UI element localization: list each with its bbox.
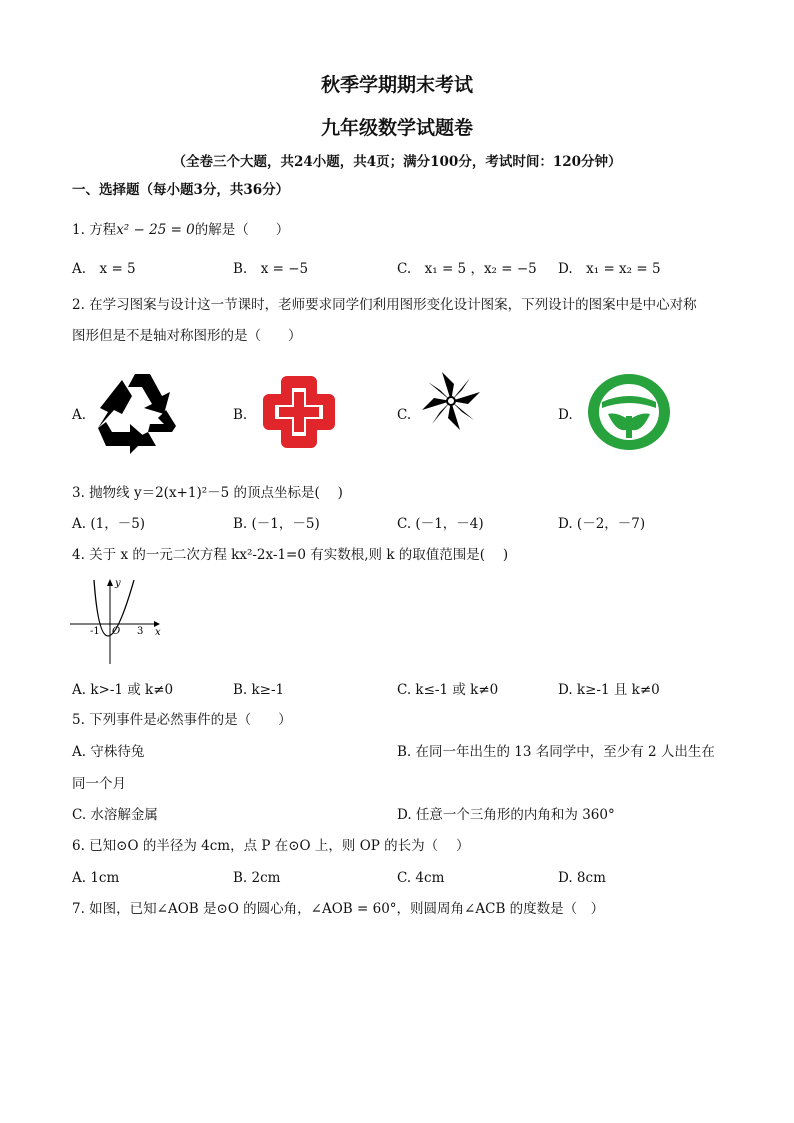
tick-neg-one: -1 xyxy=(90,626,100,637)
exam-title: 秋季学期期末考试 xyxy=(320,74,473,96)
option-d: D. x₁ = x₂ = 5 xyxy=(558,261,661,277)
question-2-cont: 图形但是不是轴对称图形的是（ ） xyxy=(72,328,302,344)
question-6: 6. 已知⊙O 的半径为 4cm，点 P 在⊙O 上，则 OP 的长为（ ） xyxy=(72,838,470,854)
option-b: B. 在同一年出生的 13 名同学中，至少有 2 人出生在 xyxy=(397,744,715,760)
option-a: A. x = 5 xyxy=(72,261,136,277)
question-5: 5. 下列事件是必然事件的是（ ） xyxy=(72,712,292,728)
green-food-logo-icon xyxy=(586,372,672,452)
question-text: 的解是（ ） xyxy=(194,222,290,238)
option-b: B. k≥-1 xyxy=(233,682,285,698)
option-a: A. 1cm xyxy=(72,870,120,886)
parabola-graph xyxy=(70,574,166,666)
origin-label: O xyxy=(112,626,121,637)
option-b: B. 2cm xyxy=(233,870,281,886)
red-cross-icon xyxy=(259,372,339,452)
axis-y-label: y xyxy=(115,578,121,589)
question-7: 7. 如图，已知∠AOB 是⊙O 的圆心角，∠AOB = 60°，则圆周角∠ACB 的度数是（ ） xyxy=(72,901,605,917)
exam-note: （全卷三个大题，共24小题，共4页；满分100分，考试时间：120分钟） xyxy=(172,154,622,170)
option-c-label: C. xyxy=(397,407,412,423)
pinwheel-icon xyxy=(420,370,482,432)
tick-three: 3 xyxy=(137,626,144,637)
option-a: A. (1，－5) xyxy=(72,516,146,532)
option-c: C. x₁ = 5 ，x₂ = −5 xyxy=(397,261,537,277)
option-b-cont: 同一个月 xyxy=(72,776,126,792)
question-2: 2. 在学习图案与设计这一节课时，老师要求同学们利用图形变化设计图案，下列设计的图案中是中心对称 xyxy=(72,297,697,313)
question-4: 4. 关于 x 的一元二次方程 kx²-2x-1=0 有实数根,则 k 的取值范围是( ) xyxy=(72,547,509,563)
option-d: D. 任意一个三角形的内角和为 360° xyxy=(397,807,615,823)
option-d: D. 8cm xyxy=(558,870,606,886)
option-c: C. k≤-1 或 k≠0 xyxy=(397,682,499,698)
option-a-label: A. xyxy=(72,407,87,423)
axis-x-label: x xyxy=(155,627,161,638)
question-1 xyxy=(72,221,289,239)
option-a: A. 守株待兔 xyxy=(72,744,145,760)
paper-title: 九年级数学试题卷 xyxy=(320,117,473,139)
option-c: C. 水溶解金属 xyxy=(72,807,158,823)
question-number: 1. xyxy=(72,222,85,238)
equation: x² − 25 = 0 xyxy=(116,222,195,238)
option-d: D. (－2，－7) xyxy=(558,516,646,532)
recycle-icon xyxy=(92,370,178,454)
section-title: 一、选择题（每小题3分，共36分） xyxy=(72,182,290,198)
question-3: 3. 抛物线 y＝2(x+1)²－5 的顶点坐标是( ) xyxy=(72,485,343,501)
option-d-label: D. xyxy=(558,407,573,423)
option-d: D. k≥-1 且 k≠0 xyxy=(558,682,660,698)
option-b: B. x = −5 xyxy=(233,261,309,277)
option-b: B. (－1，－5) xyxy=(233,516,320,532)
option-c: C. (－1，－4) xyxy=(397,516,484,532)
option-b-label: B. xyxy=(233,407,248,423)
option-c: C. 4cm xyxy=(397,870,445,886)
question-text: 方程 xyxy=(89,222,117,238)
option-a: A. k>-1 或 k≠0 xyxy=(72,682,174,698)
